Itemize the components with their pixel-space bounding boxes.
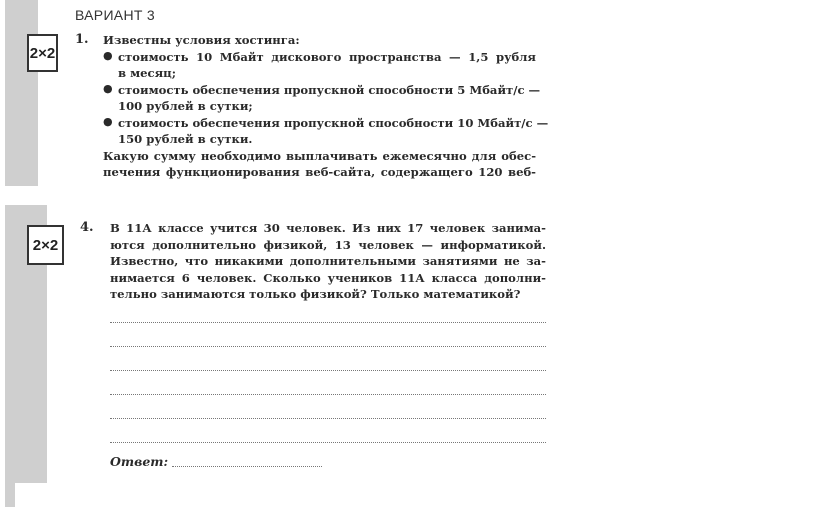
bullet-icon: ● <box>103 82 113 95</box>
margin-bar-2-tail <box>5 480 15 507</box>
answer-field[interactable] <box>172 466 322 467</box>
answer-label: Ответ: <box>110 454 169 469</box>
bullet-icon: ● <box>103 115 113 128</box>
task-question: Какую сумму необходимо выплачивать ежемесячно для обес- <box>103 149 536 163</box>
answer-line[interactable] <box>110 394 546 395</box>
task-text-line: нимается 6 человек. Сколько учеников 11А класса дополни- <box>110 271 546 285</box>
bullet-icon: ● <box>103 49 113 62</box>
answer-line[interactable] <box>110 418 546 419</box>
bullet-text: в месяц; <box>118 66 177 80</box>
task-text-line: В 11А классе учится 30 человек. Из них 17 человек занима- <box>110 221 546 235</box>
answer-line[interactable] <box>110 442 546 443</box>
task-text-line: Известно, что никакими дополнительными занятиями не за- <box>110 254 546 268</box>
task-text-line: тельно занимаются только физикой? Только математикой? <box>110 287 521 301</box>
answer-line[interactable] <box>110 322 546 323</box>
bullet-text: стоимость обеспечения пропускной способности 5 Мбайт/с — <box>118 83 541 97</box>
task-question: печения функционирования веб-сайта, содержащего 120 веб- <box>103 165 536 179</box>
difficulty-badge: 2×2 <box>27 225 64 265</box>
task-number: 1. <box>75 32 89 47</box>
task-text-line: ются дополнительно физикой, 13 человек — информатикой. <box>110 238 546 252</box>
variant-title: ВАРИАНТ 3 <box>75 7 155 23</box>
bullet-text: 100 рублей в сутки; <box>118 99 253 113</box>
answer-line[interactable] <box>110 370 546 371</box>
margin-bar-1 <box>5 0 38 186</box>
bullet-text: стоимость обеспечения пропускной способности 10 Мбайт/с — <box>118 116 549 130</box>
task-intro: Известны условия хостинга: <box>103 33 300 47</box>
answer-line[interactable] <box>110 346 546 347</box>
bullet-text: стоимость 10 Мбайт дискового пространства — 1,5 рубля <box>118 50 536 64</box>
difficulty-badge: 2×2 <box>27 34 58 72</box>
bullet-text: 150 рублей в сутки. <box>118 132 253 146</box>
task-number: 4. <box>80 220 94 235</box>
